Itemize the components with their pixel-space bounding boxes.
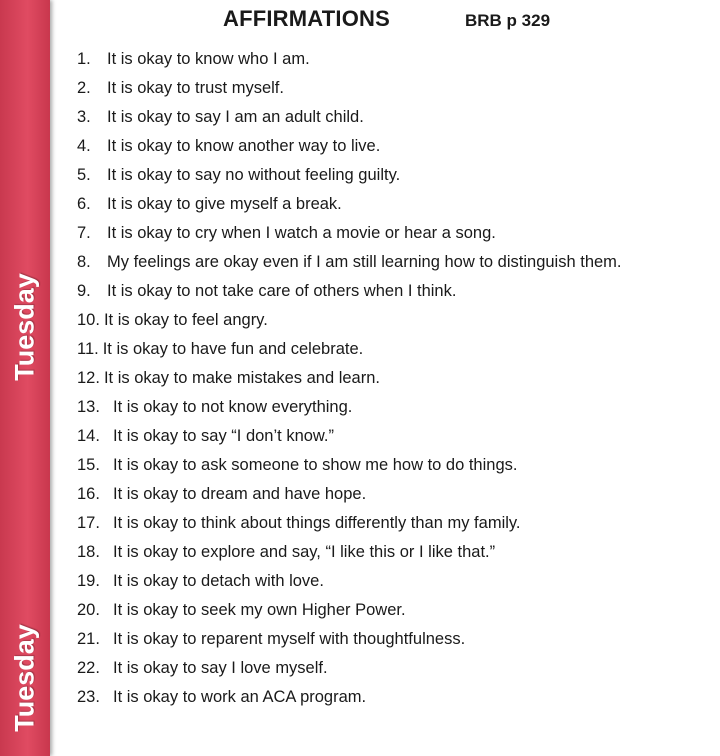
item-number: 15. bbox=[77, 456, 100, 474]
item-text: It is okay to say “I don’t know.” bbox=[113, 427, 335, 445]
item-text: It is okay to say I love myself. bbox=[113, 659, 328, 677]
item-number: 21. bbox=[77, 630, 100, 648]
item-text: It is okay to dream and have hope. bbox=[113, 485, 367, 503]
item-number: 23. bbox=[77, 688, 100, 706]
list-item bbox=[77, 509, 622, 538]
item-text: It is okay to explore and say, “I like this or I like that.” bbox=[113, 543, 496, 561]
item-number: 12. bbox=[77, 369, 100, 387]
sidebar-label-bottom: Tuesday bbox=[9, 624, 40, 732]
item-text: It is okay to know who I am. bbox=[107, 50, 310, 68]
item-text: It is okay to not know everything. bbox=[113, 398, 353, 416]
item-text: It is okay to have fun and celebrate. bbox=[102, 340, 364, 358]
list-item bbox=[77, 103, 622, 132]
list-item bbox=[77, 277, 622, 306]
list-item bbox=[77, 364, 622, 393]
item-number: 16. bbox=[77, 485, 100, 503]
item-number: 22. bbox=[77, 659, 100, 677]
list-item bbox=[77, 248, 622, 277]
list-item bbox=[77, 596, 622, 625]
list-item bbox=[77, 161, 622, 190]
item-number: 9. bbox=[77, 282, 91, 300]
item-number: 10. bbox=[77, 311, 100, 329]
page-header bbox=[0, 6, 720, 36]
list-item bbox=[77, 625, 622, 654]
item-number: 5. bbox=[77, 166, 91, 184]
item-number: 14. bbox=[77, 427, 100, 445]
item-number: 3. bbox=[77, 108, 91, 126]
item-number: 6. bbox=[77, 195, 91, 213]
list-item bbox=[77, 335, 622, 364]
item-text: It is okay to seek my own Higher Power. bbox=[113, 601, 406, 619]
item-text: It is okay to feel angry. bbox=[103, 311, 268, 329]
list-item bbox=[77, 422, 622, 451]
item-number: 11. bbox=[77, 340, 99, 358]
item-text: It is okay to not take care of others when I think. bbox=[107, 282, 457, 300]
list-item bbox=[77, 306, 622, 335]
list-item bbox=[77, 393, 622, 422]
item-number: 19. bbox=[77, 572, 100, 590]
item-text: My feelings are okay even if I am still learning how to distinguish them. bbox=[107, 253, 622, 271]
item-number: 18. bbox=[77, 543, 100, 561]
list-item bbox=[77, 567, 622, 596]
item-number: 8. bbox=[77, 253, 91, 271]
item-text: It is okay to give myself a break. bbox=[107, 195, 342, 213]
page-reference: BRB p 329 bbox=[465, 11, 551, 30]
item-text: It is okay to make mistakes and learn. bbox=[103, 369, 380, 387]
item-text: It is okay to ask someone to show me how to do things. bbox=[113, 456, 518, 474]
item-text: It is okay to reparent myself with thoughtfulness. bbox=[113, 630, 466, 648]
affirmations-list bbox=[77, 45, 622, 712]
item-number: 7. bbox=[77, 224, 91, 242]
item-text: It is okay to think about things differently than my family. bbox=[113, 514, 521, 532]
list-item bbox=[77, 683, 622, 712]
list-item bbox=[77, 654, 622, 683]
item-text: It is okay to work an ACA program. bbox=[113, 688, 367, 706]
item-text: It is okay to detach with love. bbox=[113, 572, 324, 590]
page-title: AFFIRMATIONS bbox=[223, 6, 390, 31]
item-number: 1. bbox=[77, 50, 91, 68]
sidebar-label-top: Tuesday bbox=[9, 273, 40, 381]
list-item bbox=[77, 45, 622, 74]
item-number: 20. bbox=[77, 601, 100, 619]
item-text: It is okay to trust myself. bbox=[107, 79, 284, 97]
list-item bbox=[77, 480, 622, 509]
item-number: 4. bbox=[77, 137, 91, 155]
list-item bbox=[77, 132, 622, 161]
list-item bbox=[77, 538, 622, 567]
list-item bbox=[77, 190, 622, 219]
item-text: It is okay to know another way to live. bbox=[107, 137, 381, 155]
item-number: 17. bbox=[77, 514, 100, 532]
item-text: It is okay to say I am an adult child. bbox=[107, 108, 364, 126]
item-text: It is okay to cry when I watch a movie or hear a song. bbox=[107, 224, 496, 242]
sidebar-banner bbox=[0, 0, 50, 756]
list-item bbox=[77, 451, 622, 480]
item-number: 2. bbox=[77, 79, 91, 97]
item-number: 13. bbox=[77, 398, 100, 416]
list-item bbox=[77, 219, 622, 248]
item-text: It is okay to say no without feeling guilty. bbox=[107, 166, 401, 184]
list-item bbox=[77, 74, 622, 103]
